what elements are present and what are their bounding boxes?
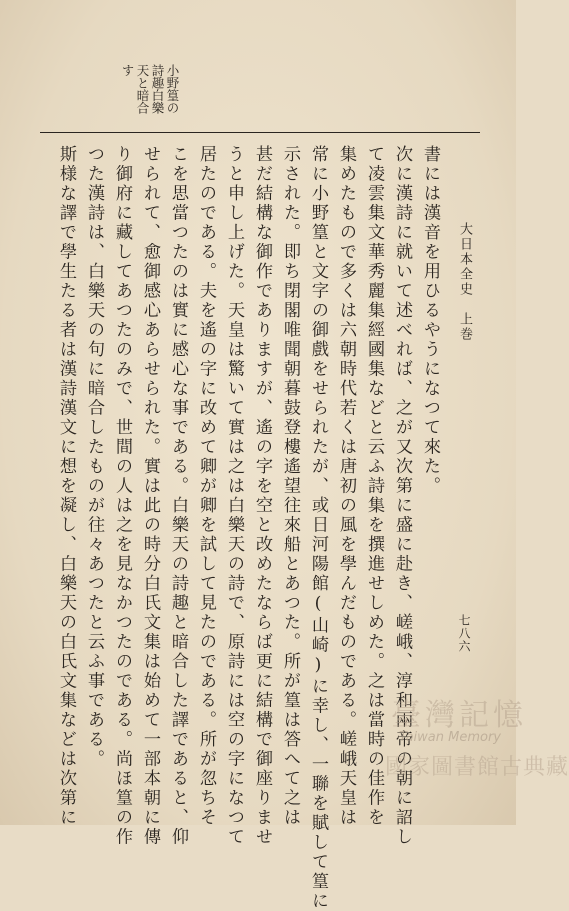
running-header-title: 大日本全史 上巻 <box>457 222 472 342</box>
text-column: つた漢詩は、白樂天の句に暗合したものが往々あつたと云ふ事である。 <box>84 145 104 769</box>
text-column: 次に漢詩に就いて述べれば、之が又次第に盛に赴き、嵯峨、淳和兩帝の朝に詔し <box>392 145 412 847</box>
text-column: こを思當つたのは實に感心な事である。白樂天の詩趣と暗合した譯であると、仰 <box>168 145 188 847</box>
header-divider-line <box>40 132 480 133</box>
text-column: 書には漢音を用ひるやうになつて來た。 <box>420 145 440 496</box>
text-column: て凌雲集文華秀麗集經國集などと云ふ詩集を撰進せしめた。之は當時の佳作を <box>364 145 384 828</box>
text-column: 甚だ結構な御作でありますが、遙の字を空と改めたならば更に結構で御座りませ <box>252 145 272 847</box>
watermark-english: Taiwan Memory <box>399 730 501 745</box>
text-column: 居たのである。夫を遙の字に改めて卿が卿を試して見たのである。所が忽ちそ <box>196 145 216 828</box>
text-column: せられて、愈御感心あらせられた。實は此の時分白氏文集は始めて一部本朝に傳 <box>140 145 160 847</box>
margin-note-line: 天と暗合 <box>135 64 150 114</box>
margin-note-line: 詩趣白樂 <box>150 64 165 114</box>
margin-note-line: 小野篁の <box>165 64 180 114</box>
text-column: うと申し上げた。天皇は驚いて實は之は白樂天の詩で、原詩には空の字になつて <box>224 145 244 847</box>
text-column: 示された。即ち閉閣唯聞朝暮鼓登樓遙望往來船とあつた。所が篁は答へて之は <box>280 145 300 828</box>
text-column: 集めたもので多くは六朝時代若くは唐初の風を學んだものである。嵯峨天皇は <box>336 145 356 828</box>
main-text-block <box>50 145 440 911</box>
margin-note-line: す <box>120 64 135 77</box>
page-number: 七八六 <box>457 614 471 653</box>
watermark-sub: 國家圖書館古典藏 <box>385 755 569 780</box>
text-column: 常に小野篁と文字の御戲をせられたが、或日河陽館(山崎)に幸し、一聯を賦して篁に <box>308 145 328 911</box>
text-column: り御府に藏してあつたのみで、世間の人は之を見なかつたのである。尚ほ篁の作 <box>112 145 132 847</box>
text-column: 斯様な譯で學生たる者は漢詩漢文に想を凝し、白樂天の白氏文集などは次第に <box>56 145 76 828</box>
watermark-main: 臺灣記憶 <box>391 698 527 733</box>
margin-note <box>113 64 183 124</box>
